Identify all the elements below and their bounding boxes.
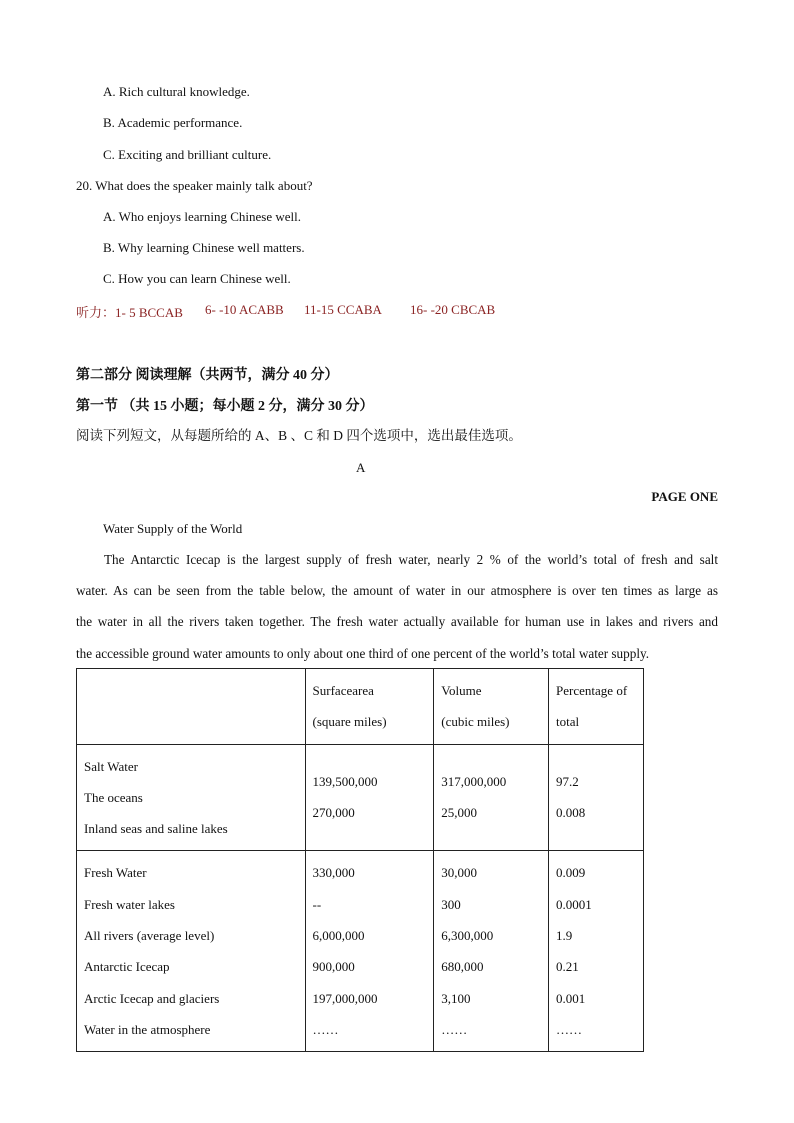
answer-group-1: 1- 5 BCCAB bbox=[115, 305, 183, 320]
volume-cell: 30,000 300 6,300,000 680,000 3,100 …… bbox=[434, 851, 549, 1052]
option-b: B. Academic performance. bbox=[103, 115, 243, 130]
table-header-row bbox=[77, 669, 644, 745]
volume-cell: 317,000,000 25,000 bbox=[434, 744, 549, 851]
question-20: 20. What does the speaker mainly talk about? bbox=[76, 178, 313, 193]
passage-title: Water Supply of the World bbox=[103, 521, 243, 536]
sub-title: 第一节 （共 15 小题；每小题 2 分，满分 30 分） bbox=[76, 399, 374, 414]
option-c: C. Exciting and brilliant culture. bbox=[103, 147, 272, 162]
option-a: A. Rich cultural knowledge. bbox=[103, 84, 250, 99]
answer-key-prefix: 听力： bbox=[76, 305, 116, 320]
passage-line: the accessible ground water amounts to only about one third of one percent of the world’s total water supply. bbox=[76, 645, 650, 661]
percent-cell: 97.2 0.008 bbox=[549, 744, 644, 851]
q20-option-c: C. How you can learn Chinese well. bbox=[103, 271, 291, 286]
passage-line: The Antarctic Icecap is the largest supply of fresh water, nearly 2 % of the world’s total of fresh and salt bbox=[104, 552, 718, 567]
answer-group-4: 16- -20 CBCAB bbox=[410, 302, 496, 317]
surface-cell: 330,000 -- 6,000,000 900,000 197,000,000 …… bbox=[305, 851, 434, 1052]
q20-option-b: B. Why learning Chinese well matters. bbox=[103, 240, 305, 255]
header-cell: Surfacearea (square miles) bbox=[305, 669, 434, 745]
passage-line: water. As can be seen from the table below, the amount of water in our atmosphere is over ten times as large as bbox=[76, 583, 718, 599]
passage-label: A bbox=[356, 460, 366, 475]
table-row bbox=[77, 851, 644, 1052]
page-label: PAGE ONE bbox=[651, 489, 718, 504]
surface-cell: 139,500,000 270,000 bbox=[305, 744, 434, 851]
instruction: 阅读下列短文，从每题所给的 A、B 、C 和 D 四个选项中，选出最佳选项。 bbox=[76, 428, 522, 443]
answer-key bbox=[76, 302, 183, 321]
header-cell bbox=[77, 669, 306, 745]
answer-group-2: 6- -10 ACABB bbox=[205, 302, 284, 317]
header-cell: Volume (cubic miles) bbox=[434, 669, 549, 745]
category-cell: Fresh Water Fresh water lakes All rivers (average level) Antarctic Icecap Arctic Icecap and glaciers Water in the atmosphere bbox=[77, 851, 306, 1052]
passage-line: the water in all the rivers taken together. The fresh water actually available for human use in lakes and rivers and bbox=[76, 614, 718, 630]
table-row bbox=[77, 744, 644, 851]
percent-cell: 0.009 0.0001 1.9 0.21 0.001 …… bbox=[549, 851, 644, 1052]
part-title: 第二部分 阅读理解（共两节，满分 40 分） bbox=[76, 368, 339, 383]
water-supply-table bbox=[76, 668, 644, 1052]
header-cell: Percentage of total bbox=[549, 669, 644, 745]
answer-group-3: 11-15 CCABA bbox=[304, 302, 382, 317]
q20-option-a: A. Who enjoys learning Chinese well. bbox=[103, 209, 301, 224]
category-cell: Salt Water The oceans Inland seas and saline lakes bbox=[77, 744, 306, 851]
passage-body bbox=[76, 544, 718, 669]
